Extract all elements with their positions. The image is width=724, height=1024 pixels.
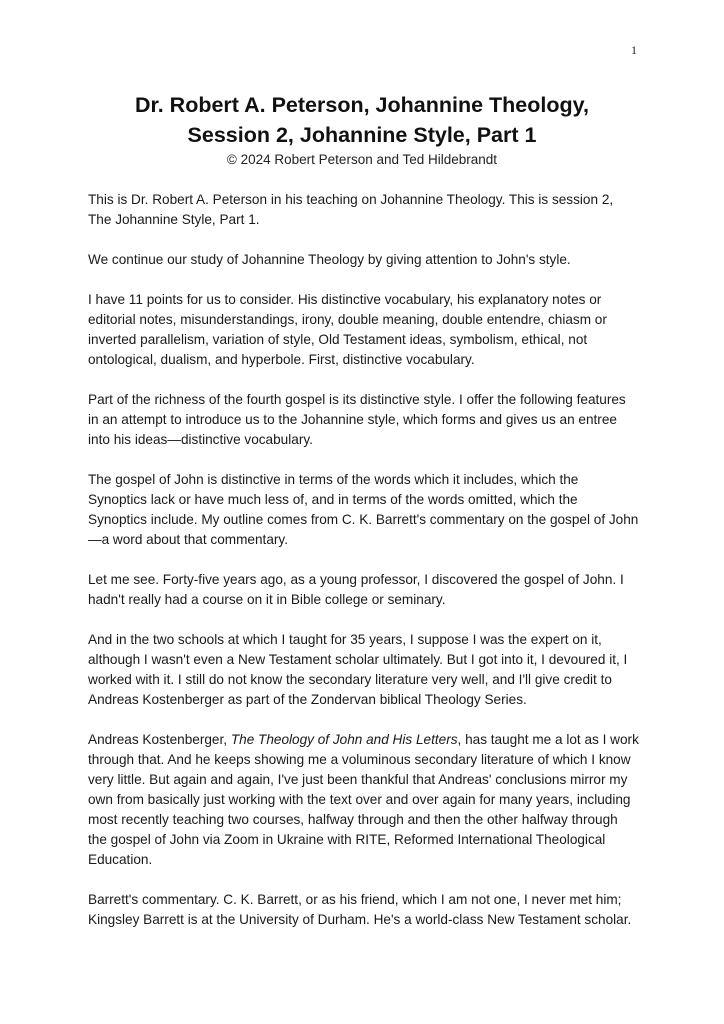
page-number: 1 bbox=[631, 43, 637, 57]
document-title-line-2: Session 2, Johannine Style, Part 1 bbox=[187, 123, 537, 147]
paragraph-forty-five-years: Let me see. Forty-five years ago, as a young professor, I discovered the gospel of John. I hadn't really had a course on it in Bible college or seminary. bbox=[88, 572, 624, 607]
kostenberger-lead: Andreas Kostenberger, bbox=[88, 732, 231, 747]
body-text bbox=[88, 190, 640, 950]
paragraph-two-schools: And in the two schools at which I taught for 35 years, I suppose I was the expert on it, although I wasn't even a New Testament scholar ultimately. But I got into it, I devoured it, I worked with it. I still do not know the secondary literature very well, and I'll give credit to Andreas Kostenberger as part of the Zondervan biblical Theology Series. bbox=[88, 632, 628, 707]
paragraph-kostenberger bbox=[88, 730, 640, 870]
copyright-notice: © 2024 Robert Peterson and Ted Hildebrandt bbox=[226, 152, 498, 167]
paragraph-barrett: Barrett's commentary. C. K. Barrett, or as his friend, which I am not one, I never met him; Kingsley Barrett is at the University of Durham. He's a world-class New Testament scholar. bbox=[88, 892, 632, 927]
paragraph-distinctive-words: The gospel of John is distinctive in terms of the words which it includes, which the Synoptics lack or have much less of, and in terms of the words omitted, which the Synoptics include. My outline comes from C. K. Barrett's commentary on the gospel of John—a word about that commentary. bbox=[88, 472, 639, 547]
paragraph-intro: This is Dr. Robert A. Peterson in his teaching on Johannine Theology. This is session 2, The Johannine Style, Part 1. bbox=[88, 192, 614, 227]
paragraph-richness: Part of the richness of the fourth gospel is its distinctive style. I offer the following features in an attempt to introduce us to the Johannine style, which forms and gives us an entree into his ideas—distinctive vocabulary. bbox=[88, 392, 626, 447]
paragraph-continue-study: We continue our study of Johannine Theology by giving attention to John's style. bbox=[88, 252, 571, 267]
document-title-line-1: Dr. Robert A. Peterson, Johannine Theology, bbox=[135, 93, 589, 117]
title-block bbox=[60, 90, 664, 170]
book-title: The Theology of John and His Letters bbox=[230, 732, 458, 747]
paragraph-eleven-points: I have 11 points for us to consider. His distinctive vocabulary, his explanatory notes or editorial notes, misunderstandings, irony, double meaning, double entendre, chiasm or inverted parallelism, variation of style, Old Testament ideas, symbolism, ethical, not ontological, dualism, and hyperbole. First, distinctive vocabulary. bbox=[88, 292, 607, 367]
kostenberger-rest: , has taught me a lot as I work through that. And he keeps showing me a voluminous secondary literature of which I know very little. But again and again, I've just been thankful that Andreas' conclusions mirror my own from basically just working with the text over and over again for many years, including most recently teaching two courses, halfway through and then the other halfway through the gospel of John via Zoom in Ukraine with RITE, Reformed International Theological Education. bbox=[88, 732, 639, 867]
